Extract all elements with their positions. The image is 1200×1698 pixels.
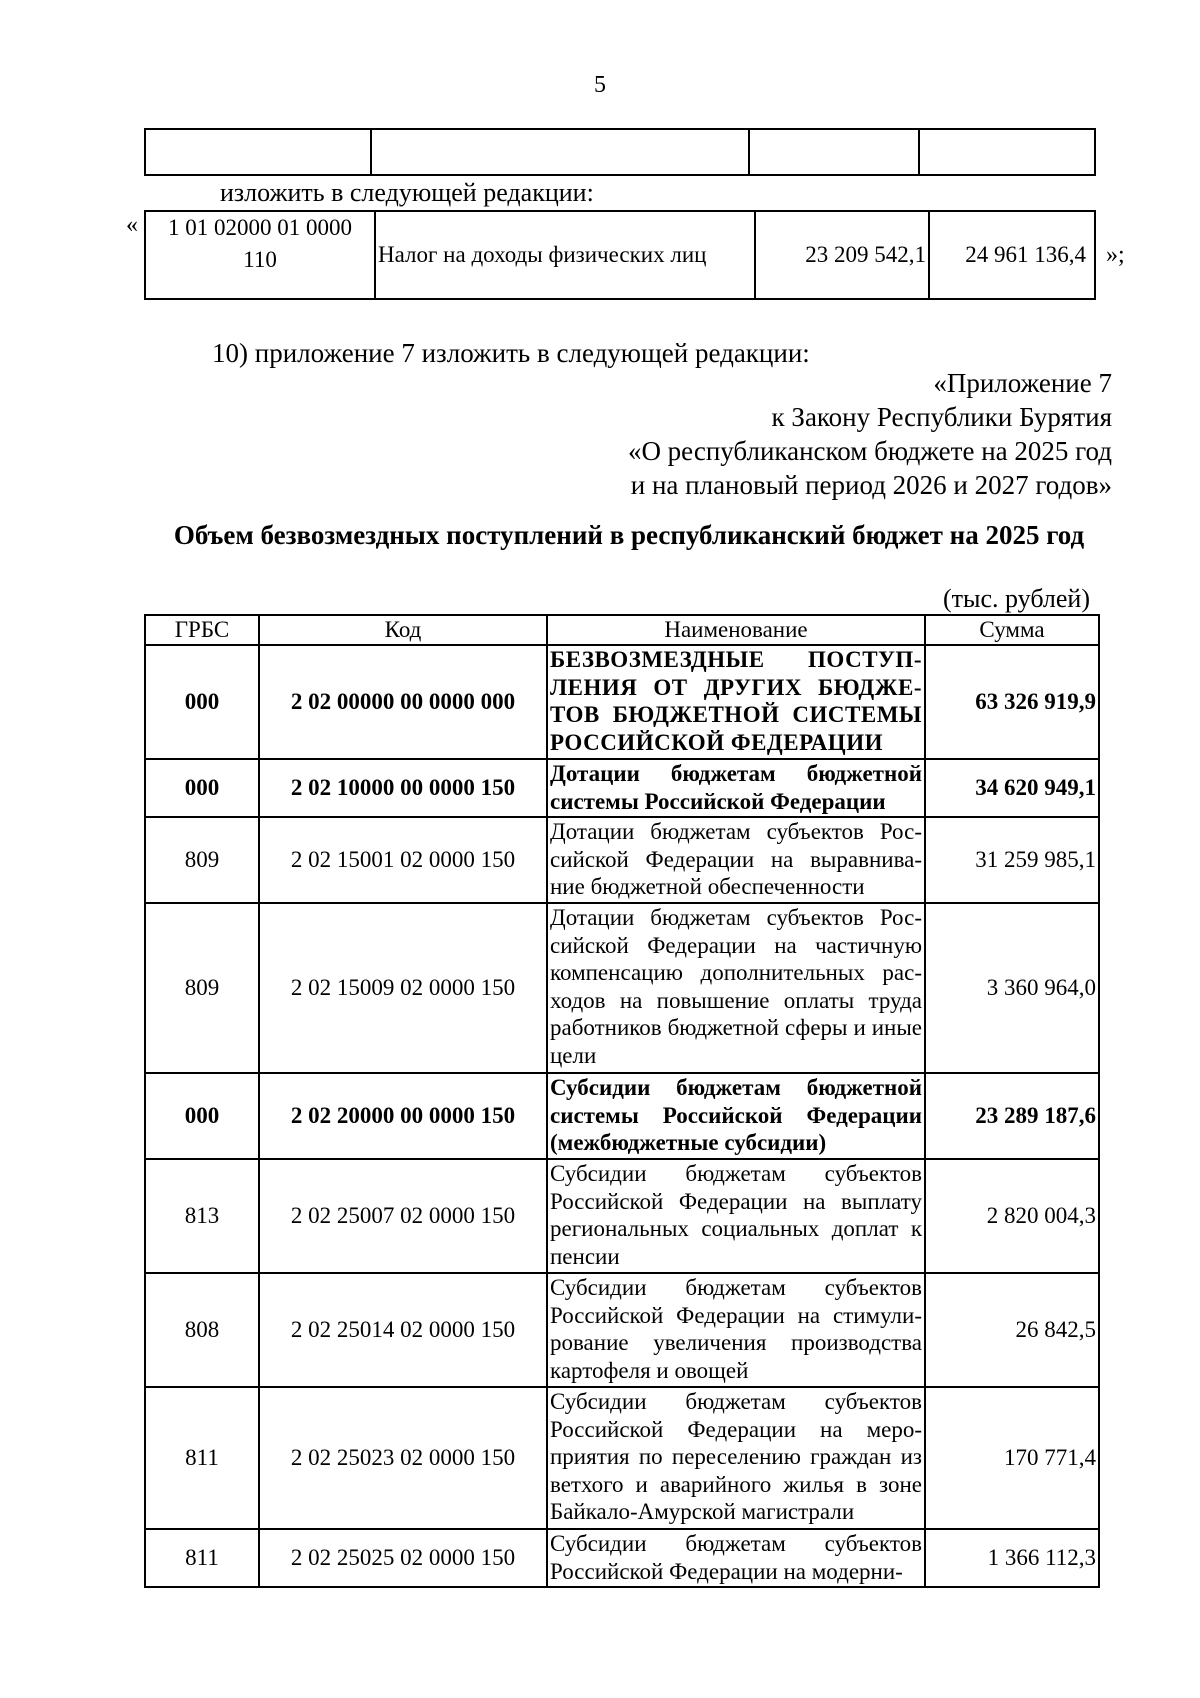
code-cell: 2 02 10000 00 0000 150 xyxy=(259,759,547,817)
empty-cell xyxy=(371,129,749,175)
paragraph-10: 10) приложение 7 изложить в следующей редакции: xyxy=(212,338,810,368)
grbs-cell: 000 xyxy=(145,1073,259,1159)
intro-text: изложить в следующей редакции: xyxy=(220,178,594,207)
name-cell: Субсидии бюджетам субъектов Российской Федерации на модерни- xyxy=(547,1529,925,1587)
name-cell: БЕЗВОЗМЕЗДНЫЕ ПОСТУП-ЛЕНИЯ ОТ ДРУГИХ БЮДЖЕ-ТОВ БЮДЖЕТНОЙ СИСТЕМЫ РОССИЙСКОЙ ФЕДЕРАЦИИ xyxy=(547,645,925,759)
table-row xyxy=(145,1387,1099,1529)
header-grbs: ГРБС xyxy=(145,615,259,645)
code-cell: 2 02 25025 02 0000 150 xyxy=(259,1529,547,1587)
amend-code-cell xyxy=(145,211,375,299)
code-cell: 2 02 15001 02 0000 150 xyxy=(259,817,547,903)
table-row xyxy=(145,211,1095,299)
sum-cell: 23 289 187,6 xyxy=(925,1073,1099,1159)
amend-code-line2: 110 xyxy=(243,247,277,272)
header-code: Код xyxy=(259,615,547,645)
sum-cell: 31 259 985,1 xyxy=(925,817,1099,903)
header-name: Наименование xyxy=(547,615,925,645)
code-cell: 2 02 00000 00 0000 000 xyxy=(259,645,547,759)
name-cell: Субсидии бюджетам субъектов Российской Федерации на меро-приятия по переселению граждан из ветхого и аварийного жилья в зоне Байкало-Амурской магистрали xyxy=(547,1387,925,1529)
grbs-cell: 811 xyxy=(145,1529,259,1587)
grbs-cell: 809 xyxy=(145,903,259,1073)
header-sum: Сумма xyxy=(925,615,1099,645)
name-cell: Дотации бюджетам субъектов Рос-сийской Федерации на выравнива-ние бюджетной обеспеченности xyxy=(547,817,925,903)
table-header-row xyxy=(145,615,1099,645)
sum-cell: 170 771,4 xyxy=(925,1387,1099,1529)
grbs-cell: 811 xyxy=(145,1387,259,1529)
grbs-cell: 809 xyxy=(145,817,259,903)
code-cell: 2 02 20000 00 0000 150 xyxy=(259,1073,547,1159)
name-cell: Дотации бюджетам субъектов Рос-сийской Федерации на частичную компенсацию дополнительных рас-ходов на повышение оплаты труда работников бюджетной сферы и иные цели xyxy=(547,903,925,1073)
name-cell: Субсидии бюджетам бюджетной системы Российской Федерации (межбюджетные субсидии) xyxy=(547,1073,925,1159)
amended-row-table xyxy=(144,210,1096,300)
page-number: 5 xyxy=(594,72,606,98)
sum-cell: 2 820 004,3 xyxy=(925,1159,1099,1273)
document-title: Объем безвозмездных поступлений в республиканский бюджет на 2025 год xyxy=(173,520,1085,550)
quote-close: »; xyxy=(1106,242,1125,268)
code-cell: 2 02 25014 02 0000 150 xyxy=(259,1273,547,1387)
grbs-cell: 808 xyxy=(145,1273,259,1387)
appendix-line: «Приложение 7 xyxy=(933,368,1112,398)
amend-name-cell: Налог на доходы физических лиц xyxy=(375,211,755,299)
table-row xyxy=(145,759,1099,817)
amend-sum-2027: 24 961 136,4 xyxy=(929,211,1095,299)
table-row xyxy=(145,817,1099,903)
empty-cell xyxy=(919,129,1095,175)
amend-sum-2026: 23 209 542,1 xyxy=(755,211,929,299)
name-cell: Субсидии бюджетам субъектов Российской Федерации на стимули-рование увеличения производства картофеля и овощей xyxy=(547,1273,925,1387)
table-row xyxy=(145,1159,1099,1273)
appendix-line: и на плановый период 2026 и 2027 годов» xyxy=(630,470,1112,500)
empty-table-row xyxy=(144,128,1096,176)
appendix-line: «О республиканском бюджете на 2025 год xyxy=(627,436,1112,466)
table-row xyxy=(145,1073,1099,1159)
grbs-cell: 000 xyxy=(145,759,259,817)
sum-cell: 34 620 949,1 xyxy=(925,759,1099,817)
table-row xyxy=(145,1273,1099,1387)
code-cell: 2 02 15009 02 0000 150 xyxy=(259,903,547,1073)
appendix-header xyxy=(628,366,1112,502)
empty-cell xyxy=(749,129,919,175)
grbs-cell: 813 xyxy=(145,1159,259,1273)
sum-cell: 26 842,5 xyxy=(925,1273,1099,1387)
amend-code-line1: 1 01 02000 01 0000 xyxy=(168,215,352,240)
sum-cell: 63 326 919,9 xyxy=(925,645,1099,759)
code-cell: 2 02 25007 02 0000 150 xyxy=(259,1159,547,1273)
table-row xyxy=(145,903,1099,1073)
units-label: (тыс. рублей) xyxy=(942,584,1090,613)
name-cell: Дотации бюджетам бюджетной системы Российской Федерации xyxy=(547,759,925,817)
revenue-table xyxy=(144,614,1100,1588)
code-cell: 2 02 25023 02 0000 150 xyxy=(259,1387,547,1529)
appendix-line: к Закону Республики Бурятия xyxy=(771,402,1112,432)
quote-open: « xyxy=(126,212,138,238)
table-row xyxy=(145,1529,1099,1587)
empty-cell xyxy=(145,129,371,175)
name-cell: Субсидии бюджетам субъектов Российской Федерации на выплату региональных социальных доплат к пенсии xyxy=(547,1159,925,1273)
table-row xyxy=(145,645,1099,759)
sum-cell: 1 366 112,3 xyxy=(925,1529,1099,1587)
grbs-cell: 000 xyxy=(145,645,259,759)
sum-cell: 3 360 964,0 xyxy=(925,903,1099,1073)
